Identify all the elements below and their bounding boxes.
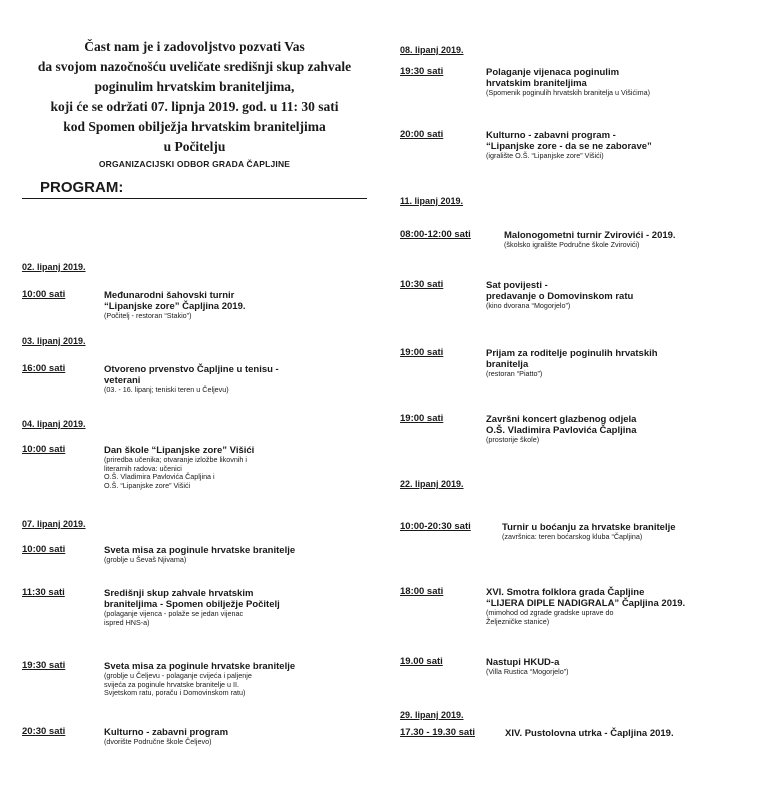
event-detail-line: ispred HNS-a) — [104, 617, 150, 627]
event-body — [502, 522, 676, 542]
event-body — [104, 661, 295, 698]
invitation-line: koji će se održati 07. lipnja 2019. god. u 11: 30 sati — [50, 99, 339, 114]
event-details — [104, 556, 295, 565]
event-title-line: Prijam za roditelje poginulih hrvatskih — [486, 348, 658, 359]
event-title-line: O.Š. Vladimira Pavlovića Čapljina — [486, 425, 637, 436]
event-title — [486, 348, 658, 370]
invitation-line: poginulim hrvatskim braniteljima, — [94, 79, 295, 94]
event-time: 19.00 sati — [400, 656, 443, 667]
event-title — [104, 364, 279, 386]
event-title-line: XVI. Smotra folklora grada Čapljine — [486, 587, 645, 598]
event-details — [486, 668, 569, 677]
event-detail-line: literarnih radova: učenici — [104, 463, 182, 473]
invitation-text — [22, 0, 367, 157]
event-body — [104, 588, 280, 627]
title-divider — [22, 198, 367, 199]
event-body — [486, 348, 658, 379]
event-details — [486, 370, 658, 379]
event-body — [104, 545, 295, 565]
event-details — [486, 302, 633, 311]
event-details — [486, 609, 685, 626]
event-detail-line: (mimohod od zgrade gradske uprave do — [486, 608, 614, 617]
event-body — [104, 290, 246, 321]
event-title-line: Sveta misa za poginule hrvatske branitelje — [104, 661, 296, 672]
event-title-line: Malonogometni turnir Zvirovići - 2019. — [504, 230, 676, 241]
event-body — [505, 728, 674, 739]
event-title-line: Završni koncert glazbenog odjela — [486, 414, 637, 425]
event-body — [104, 727, 228, 747]
event-title-line: Kulturno - zabavni program - — [486, 130, 616, 141]
event-title-line: hrvatskim braniteljima — [486, 78, 587, 89]
event-title — [486, 130, 652, 152]
event-time: 20:30 sati — [22, 726, 66, 737]
event-title-line: “Lipanjske zore - da se ne zaborave” — [486, 141, 652, 152]
event-detail-line: (prostorije škole) — [486, 435, 540, 444]
event-title-line: branitelja — [486, 359, 529, 370]
event-title-line: “LIJERA DIPLE NADIGRALA” Čapljina 2019. — [486, 598, 686, 609]
event-detail-line: (priredba učenika; otvaranje izložbe likovnih i — [104, 455, 248, 464]
invitation-line: u Počitelju — [163, 139, 226, 154]
event-detail-line: (završnica: teren boćarskog kluba “Čapljina) — [502, 532, 643, 541]
event-title-line: braniteljima - Spomen obilježje Počitelj — [104, 599, 280, 610]
event-detail-line: (Počitelj - restoran “Stakio”) — [104, 311, 192, 320]
event-title — [505, 728, 674, 739]
left-column — [22, 0, 367, 800]
event-title-line: Međunarodni šahovski turnir — [104, 290, 235, 301]
event-time: 19:30 sati — [22, 660, 66, 671]
event-title-line: Nastupi HKUD-a — [486, 657, 560, 668]
event-title-line: Otvoreno prvenstvo Čapljine u tenisu - — [104, 364, 279, 375]
day-heading: 08. lipanj 2019. — [400, 45, 464, 55]
event-details — [104, 672, 295, 698]
event-title-line: veterani — [104, 375, 141, 386]
event-title-line: “Lipanjske zore” Čapljina 2019. — [104, 301, 246, 312]
invitation-line: kod Spomen obilježja hrvatskim braniteljima — [63, 119, 326, 134]
event-time: 17.30 - 19.30 sati — [400, 727, 475, 738]
event-body — [486, 280, 633, 311]
event-details — [104, 456, 254, 490]
event-time: 08:00-12:00 sati — [400, 229, 471, 240]
event-detail-line: svijeća za poginule hrvatske branitelje u II. — [104, 679, 240, 689]
event-title-line: predavanje o Domovinskom ratu — [486, 291, 634, 302]
event-time: 10:30 sati — [400, 279, 444, 290]
organizer-line: ORGANIZACIJSKI ODBOR GRADA ČAPLJINE — [98, 159, 291, 169]
event-title — [486, 280, 633, 302]
event-details — [104, 386, 279, 395]
event-detail-line: (Villa Rustica “Mogorjelo”) — [486, 667, 569, 676]
event-time: 16:00 sati — [22, 363, 66, 374]
event-detail-line: O.Š. “Lipanjske zore” Višići — [104, 480, 191, 490]
day-heading: 22. lipanj 2019. — [400, 479, 464, 489]
invitation-line: da svojom nazočnošću uveličate središnji skup zahvale — [37, 59, 352, 74]
day-heading: 02. lipanj 2019. — [22, 262, 86, 272]
event-title-line: Sveta misa za poginule hrvatske branitelje — [104, 545, 296, 556]
event-details — [104, 312, 246, 321]
event-body — [486, 657, 569, 677]
event-body — [486, 67, 650, 98]
event-detail-line: (03. - 16. lipanj; teniski teren u Čeljevu) — [104, 385, 229, 394]
event-title-line: XIV. Pustolovna utrka - Čapljina 2019. — [505, 728, 674, 739]
event-detail-line: (dvorište Područne škole Čeljevo) — [104, 737, 212, 746]
event-details — [486, 89, 650, 98]
event-title — [486, 67, 650, 89]
event-details — [104, 610, 280, 627]
event-body — [486, 414, 636, 445]
event-time: 19:30 sati — [400, 66, 444, 77]
day-heading: 29. lipanj 2019. — [400, 710, 464, 720]
day-heading: 03. lipanj 2019. — [22, 336, 86, 346]
day-heading: 07. lipanj 2019. — [22, 519, 86, 529]
event-details — [504, 241, 676, 250]
day-heading: 11. lipanj 2019. — [400, 196, 464, 206]
event-title-line: Središnji skup zahvale hrvatskim — [104, 588, 254, 599]
event-time: 18:00 sati — [400, 586, 444, 597]
event-title — [486, 587, 685, 609]
event-detail-line: (groblje u Čeljevu - polaganje cvijeća i paljenje — [104, 671, 252, 680]
event-time: 10:00-20:30 sati — [400, 521, 471, 532]
event-time: 19:00 sati — [400, 413, 444, 424]
event-details — [486, 152, 652, 161]
event-detail-line: O.Š. Vladimira Pavlovića Čapljina i — [104, 472, 215, 482]
event-time: 10:00 sati — [22, 289, 66, 300]
event-detail-line: (groblje u Ševaš Njivama) — [104, 555, 187, 564]
event-title-line: Kulturno - zabavni program — [104, 727, 229, 738]
event-title-line: Polaganje vijenaca poginulim — [486, 67, 620, 78]
event-title-line: Turnir u boćanju za hrvatske branitelje — [502, 522, 676, 533]
event-time: 11:30 sati — [22, 587, 65, 598]
event-body — [504, 230, 676, 250]
event-title-line: Sat povijesti - — [486, 280, 548, 291]
event-detail-line: (kino dvorana “Mogorjelo”) — [486, 301, 571, 310]
event-details — [104, 738, 228, 747]
program-title: PROGRAM: — [40, 179, 124, 196]
event-body — [104, 364, 279, 395]
event-time: 10:00 sati — [22, 544, 66, 555]
right-column — [400, 0, 745, 800]
event-title — [104, 588, 280, 610]
invitation-line: Čast nam je i zadovoljstvo pozvati Vas — [84, 39, 305, 54]
day-heading: 04. lipanj 2019. — [22, 419, 86, 429]
event-detail-line: (restoran “Piatto”) — [486, 369, 543, 378]
event-body — [104, 445, 254, 490]
event-time: 19:00 sati — [400, 347, 444, 358]
event-detail-line: Željezničke stanice) — [486, 616, 550, 626]
event-time: 10:00 sati — [22, 444, 66, 455]
event-detail-line: (polaganje vijenca - polaže se jedan vijenac — [104, 609, 244, 618]
event-detail-line: Svjetskom ratu, poraču i Domovinskom ratu) — [104, 688, 246, 698]
event-detail-line: (igralište O.Š. “Lipanjske zore” Višići) — [486, 151, 604, 160]
event-details — [502, 533, 676, 542]
event-title — [104, 290, 246, 312]
event-time: 20:00 sati — [400, 129, 444, 140]
event-body — [486, 587, 685, 626]
event-detail-line: (školsko igralište Područne škole Zvirovići) — [504, 240, 640, 249]
event-title — [486, 414, 636, 436]
event-details — [486, 436, 636, 445]
event-title-line: Dan škole “Lipanjske zore” Višići — [104, 445, 255, 456]
event-body — [486, 130, 652, 161]
event-detail-line: (Spomenik poginulih hrvatskih branitelja u Višićima) — [486, 88, 651, 97]
